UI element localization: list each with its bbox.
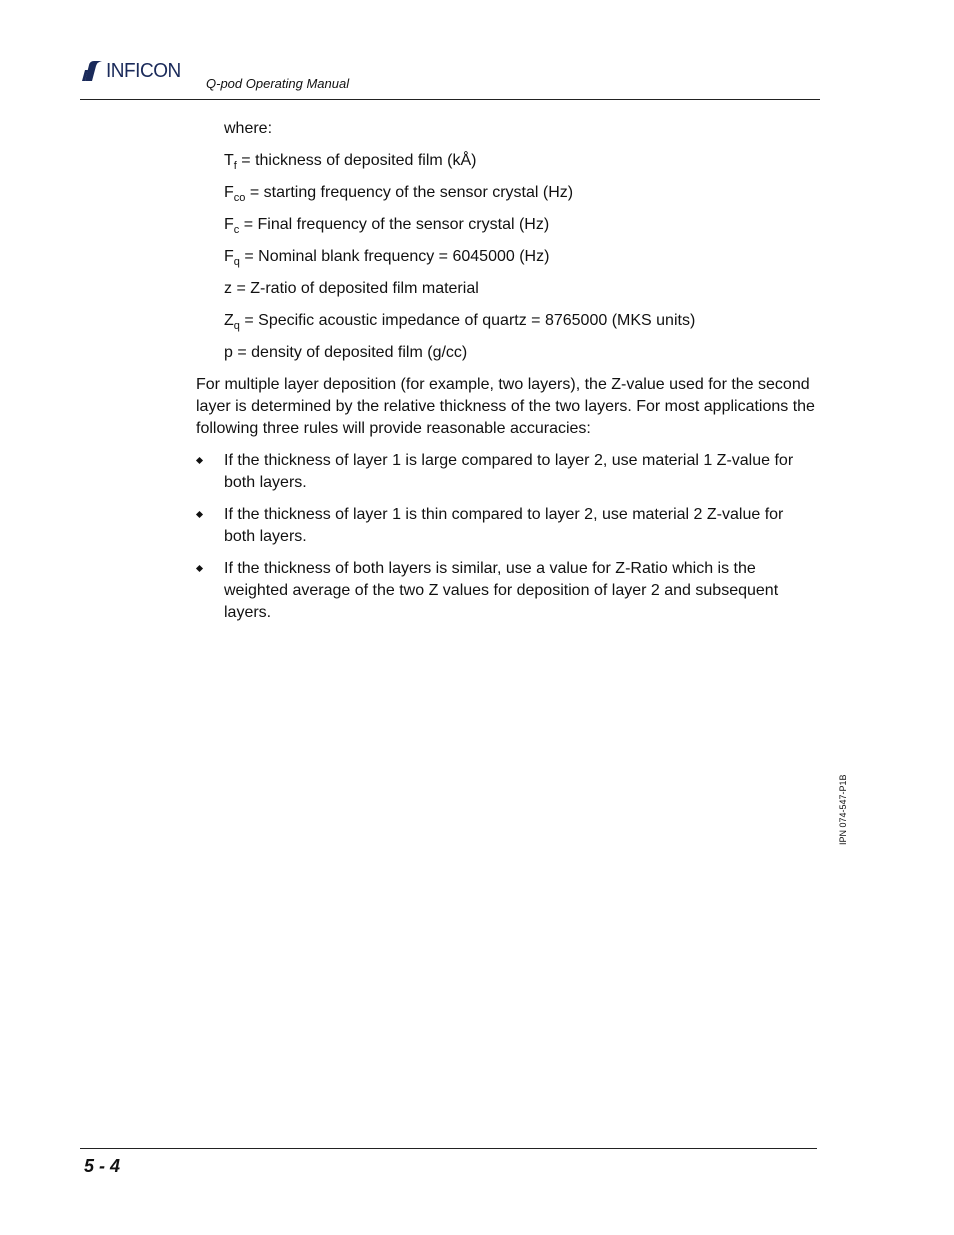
definition-item: z = Z-ratio of deposited film material (224, 280, 479, 297)
definition-item: $F_q$ = Nominal blank frequency = 6045000 (Hz) (224, 248, 550, 268)
page-content (196, 118, 816, 634)
list-item: If the thickness of layer 1 is large compared to layer 2, use material 1 Z-value for both layers. (196, 450, 816, 494)
diamond-bullet-icon (196, 565, 203, 572)
header-divider (80, 99, 820, 100)
definition-item: p = density of deposited film (g/cc) (224, 344, 468, 361)
logo-text: INFICON (106, 59, 181, 82)
definition-item: $F_{co}$ = starting frequency of the sensor crystal (Hz) (224, 184, 574, 204)
list-item: If the thickness of both layers is similar, use a value for Z-Ratio which is the weighted average of the two Z values for deposition of layer 2 and subsequent layers. (196, 558, 816, 624)
inficon-logo-icon (82, 59, 104, 83)
definitions-list (224, 118, 816, 364)
page-header (80, 56, 820, 100)
definitions-intro: where: (224, 120, 273, 137)
definition-item: $F_c$ = Final frequency of the sensor crystal (Hz) (224, 216, 550, 236)
rules-list (196, 450, 816, 624)
body-paragraph: For multiple layer deposition (for example, two layers), the Z-value used for the second layer is determined by the relative thickness of the two layers. For most applications the following three rules will provide reasonable accuracies: (196, 376, 815, 437)
page-number: 5 - 4 (84, 1156, 121, 1176)
definition-item: $T_f$ = thickness of deposited film (kÅ) (224, 152, 477, 172)
diamond-bullet-icon (196, 457, 203, 464)
diamond-bullet-icon (196, 511, 203, 518)
definition-item: $Z_q$ = Specific acoustic impedance of quartz = 8765000 (MKS units) (224, 312, 696, 332)
list-item: If the thickness of layer 1 is thin compared to layer 2, use material 2 Z-value for both layers. (196, 504, 816, 548)
footer-divider (80, 1148, 817, 1149)
part-number-code: IPN 074-547-P1B (838, 774, 848, 845)
document-title: Q-pod Operating Manual (206, 76, 350, 91)
inficon-logo (82, 58, 185, 84)
